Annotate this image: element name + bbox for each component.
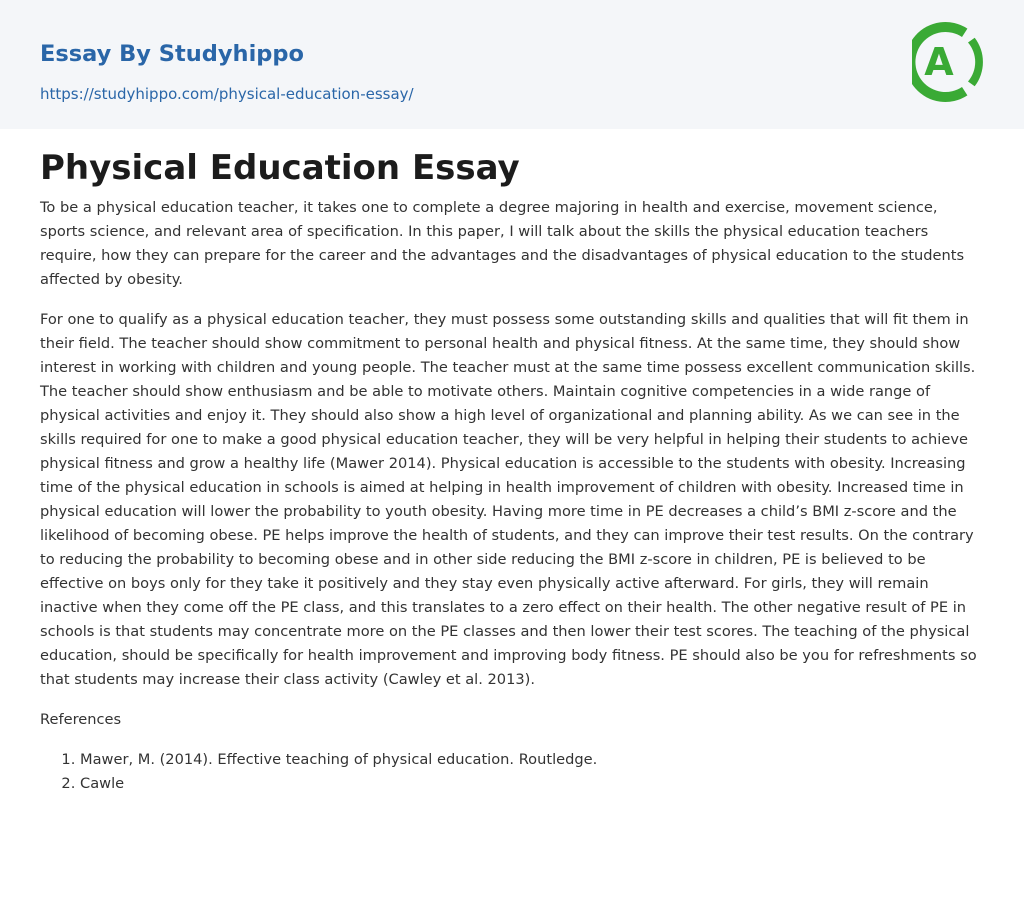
page-title: Physical Education Essay [40,148,520,188]
site-header [0,0,1024,129]
site-title[interactable]: Essay By Studyhippo [40,41,304,67]
logo-letter: A [924,40,954,84]
essay-url-link[interactable]: https://studyhippo.com/physical-education-essay/ [40,85,414,103]
paragraph-intro: To be a physical education teacher, it takes one to complete a degree majoring in health and exercise, movement science, sports science, and relevant area of specification. In this paper, I will talk about the skills the physical education teachers require, how they can prepare for the career and the advantages and the disadvantages of physical education to the students affected by obesity. [40,199,965,288]
reference-item: 2. Cawle [80,772,984,796]
studyhippo-logo-icon[interactable] [912,19,986,105]
paragraph-body: For one to qualify as a physical education teacher, they must possess some outstanding skills and qualities that will fit them in their field. The teacher should show commitment to personal health and physical fitness. At the same time, they should show interest in working with children and young people. The teacher must at the same time possess excellent communication skills. The teacher should show enthusiasm and be able to motivate others. Maintain cognitive competencies in a wide range of physical activities and enjoy it. They should also show a high level of organizational and planning ability. As we can see in the skills required for one to make a good physical education teacher, they will be very helpful in helping their students to achieve physical fitness and grow a healthy life (Mawer 2014). Physical education is accessible to the students with obesity. Increasing time of the physical education in schools is aimed at helping in health improvement of children with obesity. Increased time in physical education will lower the probability to youth obesity. Having more time in PE decreases a child’s BMI z-score and the likelihood of becoming obese. PE helps improve the health of students, and they can improve their test results. On the contrary to reducing the probability to becoming obese and in other side reducing the BMI z-score in children, PE is believed to be effective on boys only for they take it positively and they stay even physically active afterward. For girls, they will remain inactive when they come off the PE class, and this translates to a zero effect on their health. The other negative result of PE in schools is that students may concentrate more on the PE classes and then lower their test scores. The teaching of the physical education, should be specifically for health improvement and improving body fitness. PE should also be you for refreshments so that students may increase their class activity (Cawley et al. 2013). [40,311,977,688]
logo-ring-right [968,38,983,87]
references-list [40,748,984,796]
reference-item: 1. Mawer, M. (2014). Effective teaching of physical education. Routledge. [80,748,984,772]
article-body [40,146,984,796]
references-heading: References [40,711,122,728]
